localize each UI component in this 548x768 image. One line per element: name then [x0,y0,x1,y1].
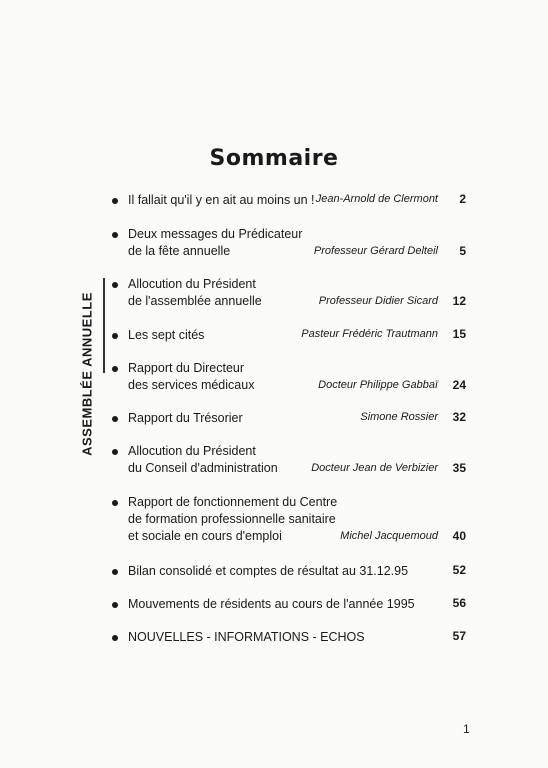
toc-entry-page: 32 [452,410,466,424]
toc-entry-author: Simone Rossier [360,411,438,423]
section-label-box [78,288,96,460]
bullet-icon [112,282,118,288]
bullet-icon [112,569,118,575]
toc-entry-author: Pasteur Frédéric Trautmann [301,328,438,340]
bullet-icon [112,635,118,641]
toc-entry-title: Allocution du Président de l'assemblée annuelle [128,277,262,308]
toc-entry-page: 56 [452,596,466,610]
toc-entry-page: 52 [452,563,466,577]
toc-entry-author: Jean-Arnold de Clermont [315,193,438,205]
toc-entry-page: 12 [452,294,466,308]
section-rule [103,278,105,373]
toc-entry-page: 24 [452,378,466,392]
bullet-icon [112,198,118,204]
bullet-icon [112,416,118,422]
toc-entry-title: Rapport de fonctionnement du Centre de formation professionnelle sanitaire et sociale en cours d'emploi [128,495,338,543]
page-title: Sommaire [209,146,339,171]
toc-entry-page: 15 [452,327,466,341]
bullet-icon [112,366,118,372]
bullet-icon [112,500,118,506]
toc-entry-title: Allocution du Président du Conseil d'administration [128,444,278,475]
toc-entry-page: 40 [452,529,466,543]
toc-entry-author: Docteur Jean de Verbizier [311,462,438,474]
bullet-icon [112,449,118,455]
toc-entry-title: Bilan consolidé et comptes de résultat au 31.12.95 [128,564,409,578]
bullet-icon [112,333,118,339]
toc-entry-page: 35 [452,461,466,475]
bullet-icon [112,602,118,608]
toc-entry-title: NOUVELLES - INFORMATIONS - ECHOS [128,630,365,644]
toc-entry-page: 2 [459,192,466,206]
section-label: ASSEMBLÉE ANNUELLE [79,292,95,456]
toc-entry-title: Rapport du Trésorier [128,411,243,425]
toc-entry-title: Il fallait qu'il y en ait au moins un ! [128,193,315,207]
toc-entry-title: Mouvements de résidents au cours de l'année 1995 [128,597,415,611]
toc-entry-author: Professeur Didier Sicard [318,295,438,307]
page-number: 1 [463,722,470,736]
toc-entry-author: Docteur Philippe Gabbaï [318,379,438,391]
toc-entry-page: 57 [452,629,466,643]
toc-entry-title: Les sept cités [128,328,205,342]
bullet-icon [112,232,118,238]
toc-entry-title: Deux messages du Prédicateur de la fête annuelle [128,227,303,258]
toc-entry-title: Rapport du Directeur des services médicaux [128,361,255,392]
toc-entry-author: Michel Jacquemoud [340,530,438,542]
toc-entry-page: 5 [459,244,466,258]
toc-entry-author: Professeur Gérard Delteil [313,245,438,257]
